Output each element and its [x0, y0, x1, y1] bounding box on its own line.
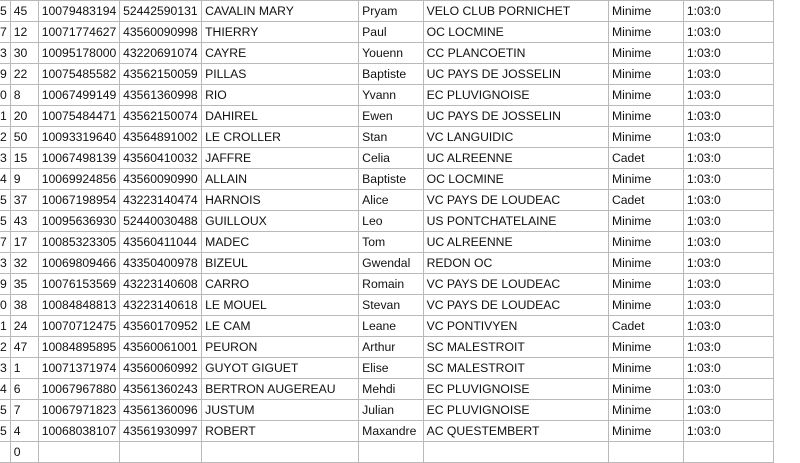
first-name-cell[interactable]: Elise [359, 358, 423, 379]
first-name-cell[interactable]: Pryam [359, 1, 423, 22]
license-cell[interactable]: 52440030488 [120, 211, 202, 232]
uci-id-cell[interactable]: 10095178000 [38, 43, 119, 64]
rank-cell[interactable]: 1 [0, 316, 10, 337]
category-cell[interactable]: Minime [608, 295, 683, 316]
bib-cell[interactable]: 50 [10, 127, 38, 148]
license-cell[interactable]: 43560410032 [120, 148, 202, 169]
time-cell[interactable]: 1:03:0 [683, 337, 773, 358]
first-name-cell[interactable]: Yvann [359, 85, 423, 106]
license-cell[interactable]: 43350400978 [120, 253, 202, 274]
last-name-cell[interactable]: ALLAIN [202, 169, 359, 190]
first-name-cell[interactable]: Alice [359, 190, 423, 211]
last-name-cell[interactable]: RIO [202, 85, 359, 106]
category-cell[interactable]: Minime [608, 211, 683, 232]
category-cell[interactable]: Minime [608, 400, 683, 421]
license-cell[interactable]: 43223140608 [120, 274, 202, 295]
uci-id-cell[interactable]: 10067499149 [38, 85, 119, 106]
time-cell[interactable]: 1:03:0 [683, 22, 773, 43]
table-row [0, 211, 774, 232]
rank-cell[interactable]: 9 [0, 64, 10, 85]
last-name-cell[interactable]: LE CAM [202, 316, 359, 337]
table-row [0, 442, 774, 463]
license-cell[interactable]: 43560170952 [120, 316, 202, 337]
first-name-cell[interactable]: Julian [359, 400, 423, 421]
table-row [0, 274, 774, 295]
bib-cell[interactable]: 45 [10, 1, 38, 22]
club-cell[interactable]: VC LANGUIDIC [423, 127, 608, 148]
rank-cell[interactable]: 3 [0, 43, 10, 64]
first-name-cell[interactable]: Celia [359, 148, 423, 169]
last-name-cell[interactable]: CAYRE [202, 43, 359, 64]
license-cell[interactable]: 52442590131 [120, 1, 202, 22]
category-cell[interactable]: Minime [608, 358, 683, 379]
rank-cell[interactable]: 7 [0, 22, 10, 43]
table-row [0, 190, 774, 211]
rank-cell[interactable]: 5 [0, 421, 10, 442]
table-row [0, 295, 774, 316]
uci-id-cell[interactable]: 10067967880 [38, 379, 119, 400]
club-cell[interactable]: EC PLUVIGNOISE [423, 85, 608, 106]
category-cell[interactable] [608, 442, 683, 463]
rank-cell[interactable]: 3 [0, 253, 10, 274]
first-name-cell[interactable]: Youenn [359, 43, 423, 64]
last-name-cell[interactable]: PEURON [202, 337, 359, 358]
uci-id-cell[interactable]: 10071774627 [38, 22, 119, 43]
table-row [0, 337, 774, 358]
last-name-cell[interactable]: GUILLOUX [202, 211, 359, 232]
club-cell[interactable]: VELO CLUB PORNICHET [423, 1, 608, 22]
time-cell[interactable]: 1:03:0 [683, 1, 773, 22]
club-cell[interactable]: EC PLUVIGNOISE [423, 379, 608, 400]
table-row [0, 379, 774, 400]
rank-cell[interactable]: 1 [0, 106, 10, 127]
time-cell[interactable]: 1:03:0 [683, 64, 773, 85]
uci-id-cell[interactable]: 10071371974 [38, 358, 119, 379]
club-cell[interactable]: VC PAYS DE LOUDEAC [423, 274, 608, 295]
bib-cell[interactable]: 38 [10, 295, 38, 316]
time-cell[interactable] [683, 442, 773, 463]
license-cell[interactable]: 43561930997 [120, 421, 202, 442]
time-cell[interactable]: 1:03:0 [683, 421, 773, 442]
category-cell[interactable]: Minime [608, 337, 683, 358]
sheet-body [0, 1, 774, 463]
club-cell[interactable]: SC MALESTROIT [423, 358, 608, 379]
table-row [0, 22, 774, 43]
club-cell[interactable]: REDON OC [423, 253, 608, 274]
bib-cell[interactable]: 8 [10, 85, 38, 106]
bib-cell[interactable]: 17 [10, 232, 38, 253]
category-cell[interactable]: Minime [608, 169, 683, 190]
club-cell[interactable]: OC LOCMINE [423, 22, 608, 43]
uci-id-cell[interactable]: 10067498139 [38, 148, 119, 169]
last-name-cell[interactable]: DAHIREL [202, 106, 359, 127]
last-name-cell[interactable]: MADEC [202, 232, 359, 253]
last-name-cell[interactable]: GUYOT GIGUET [202, 358, 359, 379]
club-cell[interactable]: UC PAYS DE JOSSELIN [423, 64, 608, 85]
time-cell[interactable]: 1:03:0 [683, 274, 773, 295]
last-name-cell[interactable]: HARNOIS [202, 190, 359, 211]
first-name-cell[interactable]: Baptiste [359, 169, 423, 190]
club-cell[interactable]: OC LOCMINE [423, 169, 608, 190]
bib-cell[interactable]: 12 [10, 22, 38, 43]
uci-id-cell[interactable]: 10079483194 [38, 1, 119, 22]
club-cell[interactable] [423, 442, 608, 463]
table-row [0, 148, 774, 169]
time-cell[interactable]: 1:03:0 [683, 295, 773, 316]
first-name-cell[interactable]: Maxandre [359, 421, 423, 442]
last-name-cell[interactable]: BIZEUL [202, 253, 359, 274]
rank-cell[interactable]: 9 [0, 274, 10, 295]
uci-id-cell[interactable]: 10070712475 [38, 316, 119, 337]
license-cell[interactable]: 43562150074 [120, 106, 202, 127]
rank-cell[interactable]: 0 [0, 85, 10, 106]
bib-cell[interactable]: 30 [10, 43, 38, 64]
last-name-cell[interactable]: CARRO [202, 274, 359, 295]
bib-cell[interactable]: 35 [10, 274, 38, 295]
club-cell[interactable]: VC PONTIVYEN [423, 316, 608, 337]
category-cell[interactable]: Minime [608, 421, 683, 442]
last-name-cell[interactable]: THIERRY [202, 22, 359, 43]
table-row [0, 106, 774, 127]
license-cell[interactable]: 43561360243 [120, 379, 202, 400]
first-name-cell[interactable]: Stevan [359, 295, 423, 316]
last-name-cell[interactable]: BERTRON AUGEREAU [202, 379, 359, 400]
category-cell[interactable]: Cadet [608, 148, 683, 169]
club-cell[interactable]: AC QUESTEMBERT [423, 421, 608, 442]
category-cell[interactable]: Minime [608, 127, 683, 148]
uci-id-cell[interactable]: 10067971823 [38, 400, 119, 421]
time-cell[interactable]: 1:03:0 [683, 400, 773, 421]
table-row [0, 316, 774, 337]
last-name-cell[interactable]: CAVALIN MARY [202, 1, 359, 22]
time-cell[interactable]: 1:03:0 [683, 232, 773, 253]
category-cell[interactable]: Minime [608, 43, 683, 64]
license-cell[interactable]: 43223140618 [120, 295, 202, 316]
category-cell[interactable]: Minime [608, 253, 683, 274]
license-cell[interactable]: 43564891002 [120, 127, 202, 148]
uci-id-cell[interactable]: 10069924856 [38, 169, 119, 190]
uci-id-cell[interactable]: 10085323305 [38, 232, 119, 253]
license-cell[interactable] [120, 442, 202, 463]
category-cell[interactable]: Minime [608, 1, 683, 22]
license-cell[interactable]: 43220691074 [120, 43, 202, 64]
first-name-cell[interactable]: Baptiste [359, 64, 423, 85]
table-row [0, 232, 774, 253]
table-row [0, 43, 774, 64]
bib-cell[interactable]: 1 [10, 358, 38, 379]
table-row [0, 253, 774, 274]
rank-cell[interactable]: 5 [0, 190, 10, 211]
first-name-cell[interactable]: Leane [359, 316, 423, 337]
time-cell[interactable]: 1:03:0 [683, 43, 773, 64]
table-row [0, 358, 774, 379]
bib-cell[interactable]: 24 [10, 316, 38, 337]
uci-id-cell[interactable]: 10075484471 [38, 106, 119, 127]
category-cell[interactable]: Cadet [608, 190, 683, 211]
rank-cell[interactable]: 5 [0, 211, 10, 232]
last-name-cell[interactable]: JUSTUM [202, 400, 359, 421]
first-name-cell[interactable]: Gwendal [359, 253, 423, 274]
uci-id-cell[interactable]: 10067198954 [38, 190, 119, 211]
first-name-cell[interactable]: Leo [359, 211, 423, 232]
last-name-cell[interactable] [202, 442, 359, 463]
club-cell[interactable]: US PONTCHATELAINE [423, 211, 608, 232]
club-cell[interactable]: CC PLANCOETIN [423, 43, 608, 64]
license-cell[interactable]: 43560090998 [120, 22, 202, 43]
rank-cell[interactable]: 2 [0, 337, 10, 358]
club-cell[interactable]: UC ALREENNE [423, 148, 608, 169]
first-name-cell[interactable]: Tom [359, 232, 423, 253]
uci-id-cell[interactable] [38, 442, 119, 463]
table-row [0, 127, 774, 148]
license-cell[interactable]: 43560090990 [120, 169, 202, 190]
category-cell[interactable]: Minime [608, 22, 683, 43]
time-cell[interactable]: 1:03:0 [683, 379, 773, 400]
last-name-cell[interactable]: LE CROLLER [202, 127, 359, 148]
rank-cell[interactable]: 4 [0, 169, 10, 190]
last-name-cell[interactable]: PILLAS [202, 64, 359, 85]
bib-cell[interactable]: 20 [10, 106, 38, 127]
rank-cell[interactable]: 5 [0, 1, 10, 22]
license-cell[interactable]: 43223140474 [120, 190, 202, 211]
rank-cell[interactable]: 7 [0, 232, 10, 253]
license-cell[interactable]: 43562150059 [120, 64, 202, 85]
bib-cell[interactable]: 22 [10, 64, 38, 85]
category-cell[interactable]: Minime [608, 232, 683, 253]
last-name-cell[interactable]: ROBERT [202, 421, 359, 442]
last-name-cell[interactable]: LE MOUEL [202, 295, 359, 316]
time-cell[interactable]: 1:03:0 [683, 169, 773, 190]
bib-cell[interactable]: 32 [10, 253, 38, 274]
category-cell[interactable]: Cadet [608, 316, 683, 337]
uci-id-cell[interactable]: 10095636930 [38, 211, 119, 232]
time-cell[interactable]: 1:03:0 [683, 190, 773, 211]
club-cell[interactable]: EC PLUVIGNOISE [423, 400, 608, 421]
first-name-cell[interactable] [359, 442, 423, 463]
club-cell[interactable]: UC PAYS DE JOSSELIN [423, 106, 608, 127]
bib-cell[interactable]: 0 [10, 442, 38, 463]
uci-id-cell[interactable]: 10093319640 [38, 127, 119, 148]
license-cell[interactable]: 43561360096 [120, 400, 202, 421]
license-cell[interactable]: 43560061001 [120, 337, 202, 358]
rank-cell[interactable]: 0 [0, 295, 10, 316]
uci-id-cell[interactable]: 10069809466 [38, 253, 119, 274]
bib-cell[interactable]: 43 [10, 211, 38, 232]
first-name-cell[interactable]: Paul [359, 22, 423, 43]
uci-id-cell[interactable]: 10068038107 [38, 421, 119, 442]
time-cell[interactable]: 1:03:0 [683, 211, 773, 232]
bib-cell[interactable]: 9 [10, 169, 38, 190]
bib-cell[interactable]: 6 [10, 379, 38, 400]
first-name-cell[interactable]: Stan [359, 127, 423, 148]
first-name-cell[interactable]: Arthur [359, 337, 423, 358]
bib-cell[interactable]: 37 [10, 190, 38, 211]
table-row [0, 64, 774, 85]
rank-cell[interactable]: 3 [0, 148, 10, 169]
bib-cell[interactable]: 4 [10, 421, 38, 442]
rank-cell[interactable]: 2 [0, 127, 10, 148]
time-cell[interactable]: 1:03:0 [683, 358, 773, 379]
rank-cell[interactable] [0, 442, 10, 463]
category-cell[interactable]: Minime [608, 106, 683, 127]
last-name-cell[interactable]: JAFFRE [202, 148, 359, 169]
first-name-cell[interactable]: Mehdi [359, 379, 423, 400]
bib-cell[interactable]: 47 [10, 337, 38, 358]
club-cell[interactable]: UC ALREENNE [423, 232, 608, 253]
first-name-cell[interactable]: Ewen [359, 106, 423, 127]
time-cell[interactable]: 1:03:0 [683, 127, 773, 148]
rank-cell[interactable]: 4 [0, 379, 10, 400]
club-cell[interactable]: VC PAYS DE LOUDEAC [423, 295, 608, 316]
category-cell[interactable]: Minime [608, 379, 683, 400]
category-cell[interactable]: Minime [608, 274, 683, 295]
table-row [0, 1, 774, 22]
time-cell[interactable]: 1:03:0 [683, 148, 773, 169]
time-cell[interactable]: 1:03:0 [683, 106, 773, 127]
uci-id-cell[interactable]: 10075485582 [38, 64, 119, 85]
first-name-cell[interactable]: Romain [359, 274, 423, 295]
table-row [0, 421, 774, 442]
license-cell[interactable]: 43560411044 [120, 232, 202, 253]
time-cell[interactable]: 1:03:0 [683, 253, 773, 274]
club-cell[interactable]: VC PAYS DE LOUDEAC [423, 190, 608, 211]
time-cell[interactable]: 1:03:0 [683, 316, 773, 337]
uci-id-cell[interactable]: 10076153569 [38, 274, 119, 295]
uci-id-cell[interactable]: 10084895895 [38, 337, 119, 358]
bib-cell[interactable]: 7 [10, 400, 38, 421]
rank-cell[interactable]: 5 [0, 400, 10, 421]
time-cell[interactable]: 1:03:0 [683, 85, 773, 106]
table-row [0, 400, 774, 421]
category-cell[interactable]: Minime [608, 64, 683, 85]
license-cell[interactable]: 43561360998 [120, 85, 202, 106]
rank-cell[interactable]: 3 [0, 358, 10, 379]
bib-cell[interactable]: 15 [10, 148, 38, 169]
category-cell[interactable]: Minime [608, 85, 683, 106]
table-row [0, 169, 774, 190]
uci-id-cell[interactable]: 10084848813 [38, 295, 119, 316]
license-cell[interactable]: 43560060992 [120, 358, 202, 379]
club-cell[interactable]: SC MALESTROIT [423, 337, 608, 358]
table-row [0, 85, 774, 106]
